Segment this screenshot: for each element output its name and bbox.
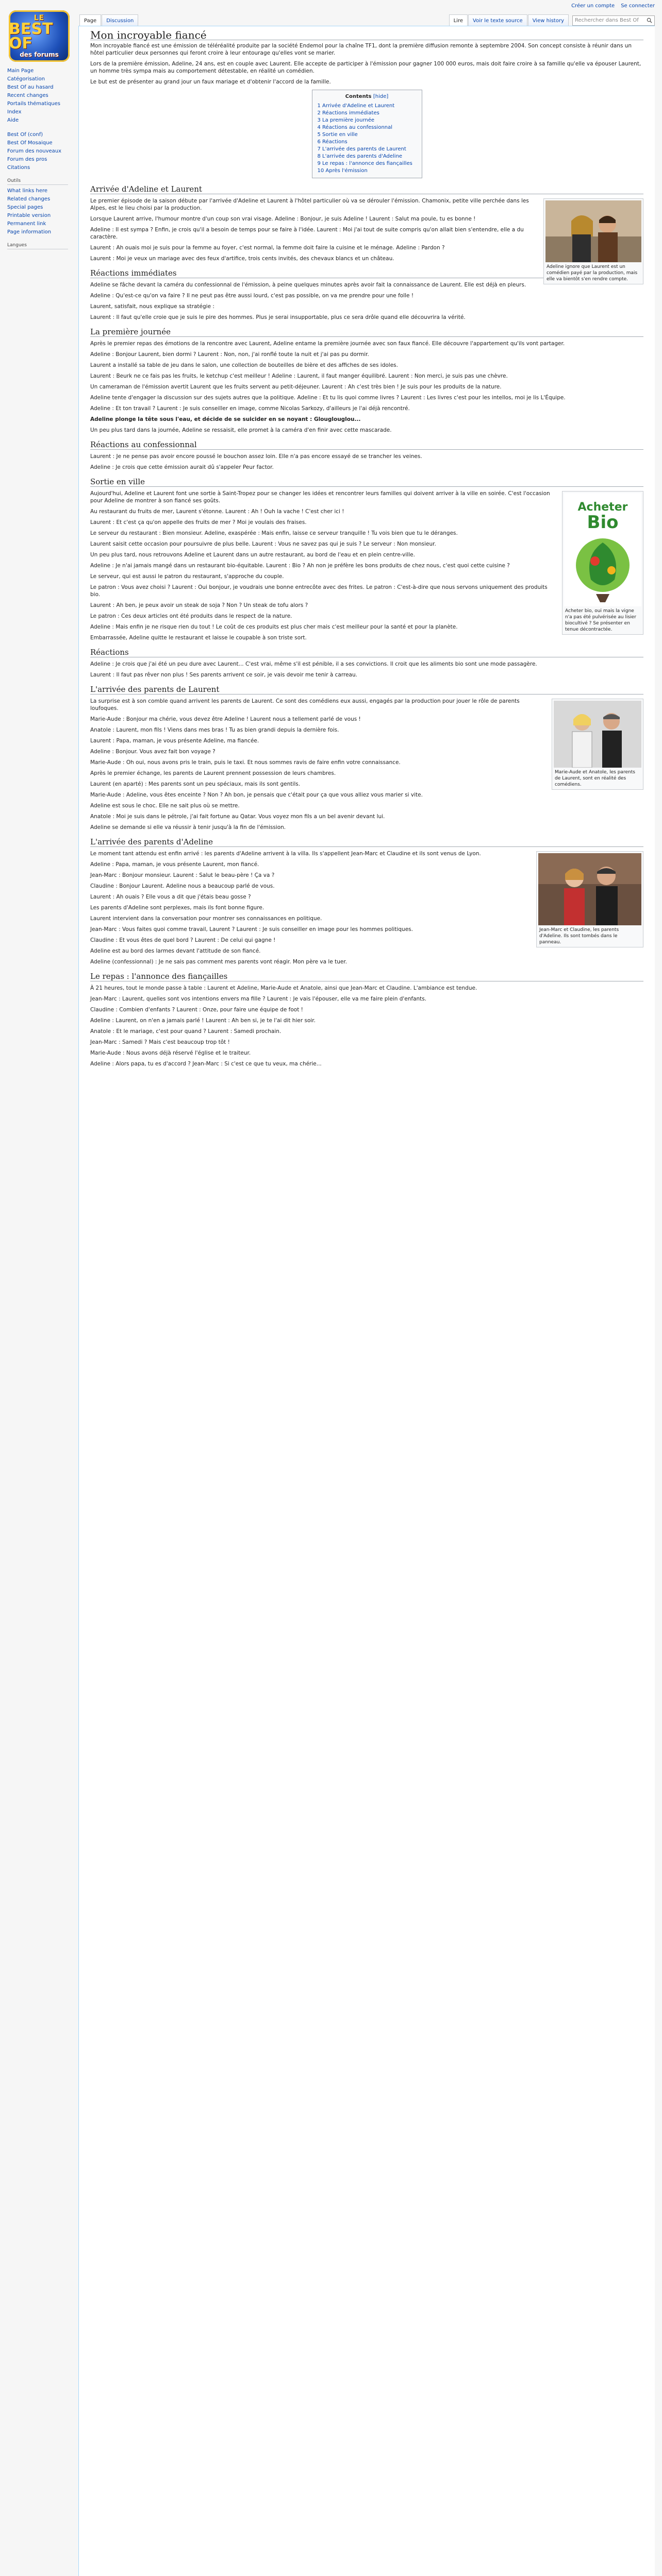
sidebar-item-related[interactable]: Related changes [7,196,51,202]
paragraph: Laurent : Ah ouais moi je suis pour la femme au foyer, c'est normal, la femme doit faire la cuisine et le ménage. Adeline : Pardon ? [90,245,445,251]
toc-header [318,93,417,100]
paragraph: Laurent : Il faut qu'elle croie que je suis le pire des hommes. Plus je serai insupportable, plus ce sera drôle quand elle découvrira la vérité. [90,314,466,320]
paragraph: Laurent : Ah ouais ? Elle vous a dit que j'étais beau gosse ? [90,894,251,900]
sidebar-languages-title: Langues [7,243,68,249]
sidebar-nav [7,131,78,172]
paragraph: Le patron : Vous avez choisi ? Laurent : Oui bonjour, je voudrais une bonne entrecôte avec des frites. Le patron : C'est-à-dire que nous servons uniquement des produits bio. [90,584,548,598]
paragraph: Adeline : Je crois que j'ai été un peu dure avec Laurent... C'est vrai, même s'il est pénible, il a ses convictions. Il croit que les aliments bio sont une mode passagère. [90,661,537,667]
paragraph: Adeline se demande si elle va réussir à tenir jusqu'à la fin de l'émission. [90,824,286,831]
section-heading-confessional: Réactions au confessionnal [90,441,643,450]
sidebar-item-permalink[interactable]: Permanent link [7,221,46,227]
paragraph: Laurent : Moi je veux un mariage avec des feux d'artifice, trois cents invités, des chevaux blancs et un château. [90,256,394,262]
paragraph: Les parents d'Adeline sont perplexes, mais ils font bonne figure. [90,905,264,911]
search-input[interactable] [572,15,655,26]
paragraph: Adeline : Il est sympa ? Enfin, je crois qu'il a besoin de temps pour se faire à l'idée. Laurent : Moi j'ai tout de suite compris qu'on allait bien s'entendre, elle a du caractère. [90,227,524,240]
svg-text:Acheter: Acheter [577,501,628,514]
sidebar-item-recent-changes[interactable]: Recent changes [7,93,48,98]
paragraph: Le serveur du restaurant : Bien monsieur. Adeline, exaspérée : Mais enfin, laisse ce serveur tranquille ! Tu vois bien que tu le déranges. [90,530,458,536]
intro-paragraph: Lors de la première émission, Adeline, 24 ans, est en couple avec Laurent. Elle accepte de participer à l'émission pour gagner 100 000 euros, mais doit faire croire à sa famille qu'elle va épouser Laurent, un homme très sympa mais au comportement détestable, en réalité un comédien. [90,61,641,74]
sidebar-item-forum-new[interactable]: Forum des nouveaux [7,148,62,154]
logo-line2: BEST OF [9,20,53,53]
sidebar-item-best-of-conf[interactable]: Best Of (conf) [7,132,43,138]
paragraph: Au restaurant du fruits de mer, Laurent s'étonne. Laurent : Ah ! Ouh la vache ! C'est cher ici ! [90,509,344,515]
paragraph: Laurent : Et c'est ça qu'on appelle des fruits de mer ? Moi je voulais des fraises. [90,519,307,526]
paragraph: Laurent intervient dans la conversation pour montrer ses connaissances en politique. [90,916,322,922]
section-heading-reactions-immediate: Réactions immédiates [90,269,643,278]
site-logo[interactable] [5,5,73,67]
personal-tools [571,3,655,9]
sidebar-tools-title: Outils [7,178,68,185]
paragraph: Jean-Marc : Samedi ? Mais c'est beaucoup trop tôt ! [90,1039,230,1045]
sidebar-item-mosaique[interactable]: Best Of Mosaique [7,140,53,146]
section-heading-first-day: La première journée [90,328,643,337]
login-link[interactable]: Se connecter [621,3,655,9]
table-of-contents [312,90,422,178]
toc-item[interactable]: 3 La première journée [317,117,375,123]
paragraph: Le premier épisode de la saison débute par l'arrivée d'Adeline et Laurent à l'hôtel particulier où va se dérouler l'émission. Chamonix, petite ville perchée dans les Alpes, est le lieu choisi par la production. [90,198,529,211]
logo-line1: LE [34,14,45,22]
paragraph: Adeline : Papa, maman, je vous présente Laurent, mon fiancé. [90,861,259,868]
paragraph: Laurent : Ah ben, je peux avoir un steak de soja ? Non ? Un steak de tofu alors ? [90,602,308,608]
sidebar [0,67,78,256]
tab-discussion[interactable]: Discussion [102,14,138,26]
paragraph: À 21 heures, tout le monde passe à table : Laurent et Adeline, Marie-Aude et Anatole, ainsi que Jean-Marc et Claudine. L'ambiance est tendue. [90,985,477,991]
toc-item[interactable]: 2 Réactions immédiates [317,110,379,116]
thumbnail-caption: Adeline ignore que Laurent est un comédien payé par la production, mais elle va bientôt s'en rendre compte. [547,264,638,282]
paragraph: Adeline : Laurent, on n'en a jamais parlé ! Laurent : Ah ben si, je te l'ai dit hier soir. [90,1018,316,1024]
sidebar-item-portals[interactable]: Portails thématiques [7,101,60,107]
thumbnail-caption: Jean-Marc et Claudine, les parents d'Adeline. Ils sont tombés dans le panneau. [539,927,619,945]
paragraph: Laurent : Il faut pas rêver non plus ! Ses parents arrivent ce soir, je vais devoir me tenir à carreau. [90,672,357,678]
tab-read[interactable]: Lire [449,14,468,26]
section-heading-arrival: Arrivée d'Adeline et Laurent [90,185,643,194]
paragraph: Anatole : Laurent, mon fils ! Viens dans mes bras ! Tu as bien grandi depuis la dernière fois. [90,727,339,733]
paragraph: Claudine : Et vous êtes de quel bord ? Laurent : De celui qui gagne ! [90,937,276,943]
paragraph: Laurent a installé sa table de jeu dans le salon, une collection de bouteilles de bière et des affiches de ses idoles. [90,362,398,368]
adeline-parents-photo-image [538,853,641,925]
paragraph: Laurent saisit cette occasion pour poursuivre de plus belle. Laurent : Vous ne savez pas qui je suis ? Le serveur : Non monsieur. [90,541,436,547]
paragraph: Embarrassée, Adeline quitte le restaurant et laisse le coupable à son triste sort. [90,635,307,641]
paragraph: Le moment tant attendu est enfin arrivé : les parents d'Adeline arrivent à la villa. Ils s'appellent Jean-Marc et Claudine et ils sont venus de Lyon. [90,851,481,857]
paragraph: Adeline : Bonjour Laurent, bien dormi ? Laurent : Non, non, j'ai ronflé toute la nuit et j'ai pas pu dormir. [90,351,369,358]
toc-item[interactable]: 7 L'arrivée des parents de Laurent [317,146,406,152]
sidebar-item-random[interactable]: Best Of au hasard [7,84,54,90]
thumbnail-laurent-parents[interactable] [552,699,643,790]
paragraph: Aujourd'hui, Adeline et Laurent font une sortie à Saint-Tropez pour se changer les idées et rencontrer leurs familles qui doivent arriver à la ville en soirée. C'est l'occasion pour Adeline de montrer à son fiancé ses goûts. [90,490,550,504]
thumbnail-adeline-parents[interactable] [536,851,643,947]
sidebar-item-printable[interactable]: Printable version [7,213,51,218]
sidebar-item-page-info[interactable]: Page information [7,229,52,235]
paragraph: Anatole : Et le mariage, c'est pour quand ? Laurent : Samedi prochain. [90,1028,282,1035]
tab-view-source[interactable]: Voir le texte source [468,14,527,26]
paragraph: Adeline est au bord des larmes devant l'attitude de son fiancé. [90,948,261,954]
paragraph: Laurent (en aparté) : Mes parents sont un peu spéciaux, mais ils sont gentils. [90,781,301,787]
paragraph: Adeline se fâche devant la caméra du confessionnal de l'émission, à peine quelques minutes après avoir fait la connaissance de Laurent. Elle est déjà en pleurs. [90,282,526,288]
paragraph: Lorsque Laurent arrive, l'humour montre d'un coup son vrai visage. Adeline : Bonjour, je suis Adeline ! Laurent : Salut ma poule, tu es bonne ! [90,216,476,222]
paragraph: Adeline : Alors papa, tu es d'accord ? Jean-Marc : Si c'est ce que tu veux, ma chérie... [90,1061,322,1067]
article-content [78,26,655,2576]
paragraph: Adeline tente d'engager la discussion sur des sujets autres que la politique. Adeline : Et tu lis quoi comme livres ? Laurent : Les livres c'est pour les intellos, moi je lis L'Équipe. [90,395,566,401]
paragraph: Adeline : Bonjour. Vous avez fait bon voyage ? [90,749,216,755]
thumbnail-caption: Marie-Aude et Anatole, les parents de Laurent, sont en réalité des comédiens. [555,770,635,787]
paragraph: Laurent : Papa, maman, je vous présente Adeline, ma fiancée. [90,738,259,744]
paragraph: Adeline : Je crois que cette émission aurait dû s'appeler Peur factor. [90,464,274,470]
toc-item[interactable]: 1 Arrivée d'Adeline et Laurent [317,103,395,109]
paragraph: Adeline : Mais enfin je ne risque rien du tout ! Le coût de ces produits est plus cher mais c'est meilleur pour la santé et pour la planète. [90,624,458,630]
paragraph: Adeline est sous le choc. Elle ne sait plus où se mettre. [90,803,240,809]
toc-title: Contents [345,94,372,99]
tab-history[interactable]: View history [528,14,569,26]
sidebar-languages [7,243,78,249]
section-heading-laurent-parents: L'arrivée des parents de Laurent [90,686,643,694]
paragraph: Un cameraman de l'émission avertit Laurent que les fruits servent au petit-déjeuner. Laurent : Ah c'est très bien ! Je suis pour les produits de la nature. [90,384,502,390]
section-heading-adeline-parents: L'arrivée des parents d'Adeline [90,838,643,847]
toc-item[interactable]: 5 Sortie en ville [317,132,358,138]
toc-item[interactable]: 8 L'arrivée des parents d'Adeline [317,154,403,159]
sidebar-main [7,67,78,125]
paragraph: Jean-Marc : Bonjour monsieur. Laurent : Salut le beau-père ! Ça va ? [90,872,275,878]
namespace-tabs [79,14,139,26]
paragraph: Marie-Aude : Nous avons déjà réservé l'église et le traiteur. [90,1050,251,1056]
logo-badge [9,10,70,62]
view-tabs [449,14,655,26]
create-account-link[interactable]: Créer un compte [571,3,615,9]
svg-text:Bio: Bio [587,512,619,533]
paragraph: Marie-Aude : Bonjour ma chérie, vous devez être Adeline ! Laurent nous a tellement parlé de vous ! [90,716,361,722]
toc-hide-toggle[interactable]: [hide] [373,94,389,99]
section-heading-reactions: Réactions [90,649,643,657]
sidebar-tools [7,178,78,236]
intro-paragraph: Le but est de présenter au grand jour un faux mariage et d'obtenir l'accord de la famille. [90,79,331,85]
paragraph: Le serveur, qui est aussi le patron du restaurant, s'approche du couple. [90,573,284,580]
sidebar-item-citations[interactable]: Citations [7,165,30,171]
paragraph: Adeline : Qu'est-ce qu'on va faire ? Il ne peut pas être aussi lourd, c'est pas possible, on va me prendre pour une folle ! [90,293,414,299]
paragraph: Un peu plus tard dans la journée, Adeline se ressaisit, elle promet à la caméra d'en finir avec cette mascarade. [90,427,392,433]
paragraph: Anatole : Moi je suis dans le pétrole, j'ai fait fortune au Qatar. Vous voyez mon fils a un bel avenir devant lui. [90,814,385,820]
search-icon[interactable] [647,18,652,23]
toc-item[interactable]: 6 Réactions [317,139,347,145]
toc-item[interactable]: 4 Réactions au confessionnal [317,125,393,130]
laurent-parents-photo-image [554,701,641,768]
toc-item[interactable]: 10 Après l'émission [317,168,368,174]
paragraph: Claudine : Combien d'enfants ? Laurent : Onze, pour faire une équipe de foot ! [90,1007,303,1013]
paragraph: Marie-Aude : Adeline, vous êtes enceinte ? Non ? Ah bon, je pensais que c'était pour ça que vous alliez vous marier si vite. [90,792,423,798]
couple-photo-image [545,200,641,262]
paragraph: Un peu plus tard, nous retrouvons Adeline et Laurent dans un autre restaurant, au bord de l'eau et en plein centre-ville. [90,552,415,558]
intro-paragraph: Mon incroyable fiancé est une émission de téléréalité produite par la société Endemol pour la chaîne TF1, dont la première diffusion remonte à septembre 2004. Son concept consiste à réunir dans un hôtel particulier deux personnes qui feront croire à leur entourage qu'elles vont se marier. [90,43,632,56]
section-heading-dinner: Le repas : l'annonce des fiançailles [90,973,643,981]
thumbnail-couple[interactable] [543,198,643,284]
paragraph-bold: Adeline plonge la tête sous l'eau, et décide de se suicider en se noyant : Glouglouglou... [90,416,361,422]
paragraph: Après le premier échange, les parents de Laurent prennent possession de leurs chambres. [90,770,336,776]
sidebar-item-index[interactable]: Index [7,109,22,115]
paragraph: Jean-Marc : Laurent, quelles sont vos intentions envers ma fille ? Laurent : Je vais l'épouser, elle va me faire plein d'enfants. [90,996,427,1002]
sidebar-item-forum-pros[interactable]: Forum des pros [7,157,47,162]
sidebar-item-special[interactable]: Special pages [7,205,43,210]
paragraph: Laurent, satisfait, nous explique sa stratégie : [90,303,214,310]
paragraph: Claudine : Bonjour Laurent. Adeline nous a beaucoup parlé de vous. [90,883,275,889]
section-heading-city-trip: Sortie en ville [90,478,643,487]
paragraph: Adeline (confessionnal) : Je ne sais pas comment mes parents vont réagir. Mon père va le tuer. [90,959,347,965]
paragraph: La surprise est à son comble quand arrivent les parents de Laurent. Ce sont des comédiens eux aussi, engagés par la production pour jouer le rôle de parents loufoques. [90,698,520,711]
paragraph: Laurent : Je ne pense pas avoir encore poussé le bouchon assez loin. Elle n'a pas encore essayé de se trancher les veines. [90,453,422,460]
paragraph: Le patron : Ces deux articles ont été produits dans le respect de la nature. [90,613,292,619]
paragraph: Adeline : Et ton travail ? Laurent : Je suis conseiller en image, comme Nicolas Sarkozy, d'ailleurs je l'ai déjà rencontré. [90,405,410,412]
paragraph: Jean-Marc : Vous faites quoi comme travail, Laurent ? Laurent : Je suis conseiller en image pour les hommes politiques. [90,926,413,933]
sidebar-item-main-page[interactable]: Main Page [7,68,34,74]
thumbnail-caption: Acheter bio, oui mais la vigne n'a pas été pulvérisée au lisier biocultivé ? Se présenter en tenue décontractée. [565,608,636,632]
paragraph: Laurent : Beurk ne ce fais pas les fruits, le ketchup c'est meilleur ! Adeline : Laurent, il faut manger équilibré. Laurent : Non merci, je suis pas une chèvre. [90,373,508,379]
page-title: Mon incroyable fiancé [90,31,643,40]
logo-line3: des forums [20,51,59,58]
paragraph: Adeline : Je n'ai jamais mangé dans un restaurant bio-équitable. Laurent : Bio ? Ah non je préfère les bons produits de chez nous, c'est quoi cette cuisine ? [90,563,510,569]
sidebar-item-what-links[interactable]: What links here [7,188,48,194]
sidebar-item-help[interactable]: Aide [7,117,19,123]
search-placeholder: Rechercher dans Best Of [575,18,639,23]
thumbnail-bio[interactable] [562,491,643,635]
toc-item[interactable]: 9 Le repas : l'annonce des fiançailles [317,161,412,166]
tab-page[interactable]: Page [79,14,101,26]
sidebar-item-categorisation[interactable]: Catégorisation [7,76,45,82]
paragraph: Marie-Aude : Oh oui, nous avons pris le train, puis le taxi. Et nous sommes ravis de faire enfin votre connaissance. [90,759,401,766]
bio-poster-image [564,493,641,606]
paragraph: Après le premier repas des émotions de la rencontre avec Laurent, Adeline entame la première journée avec son faux fiancé. Elle découvre l'appartement qu'ils vont partager. [90,341,565,347]
